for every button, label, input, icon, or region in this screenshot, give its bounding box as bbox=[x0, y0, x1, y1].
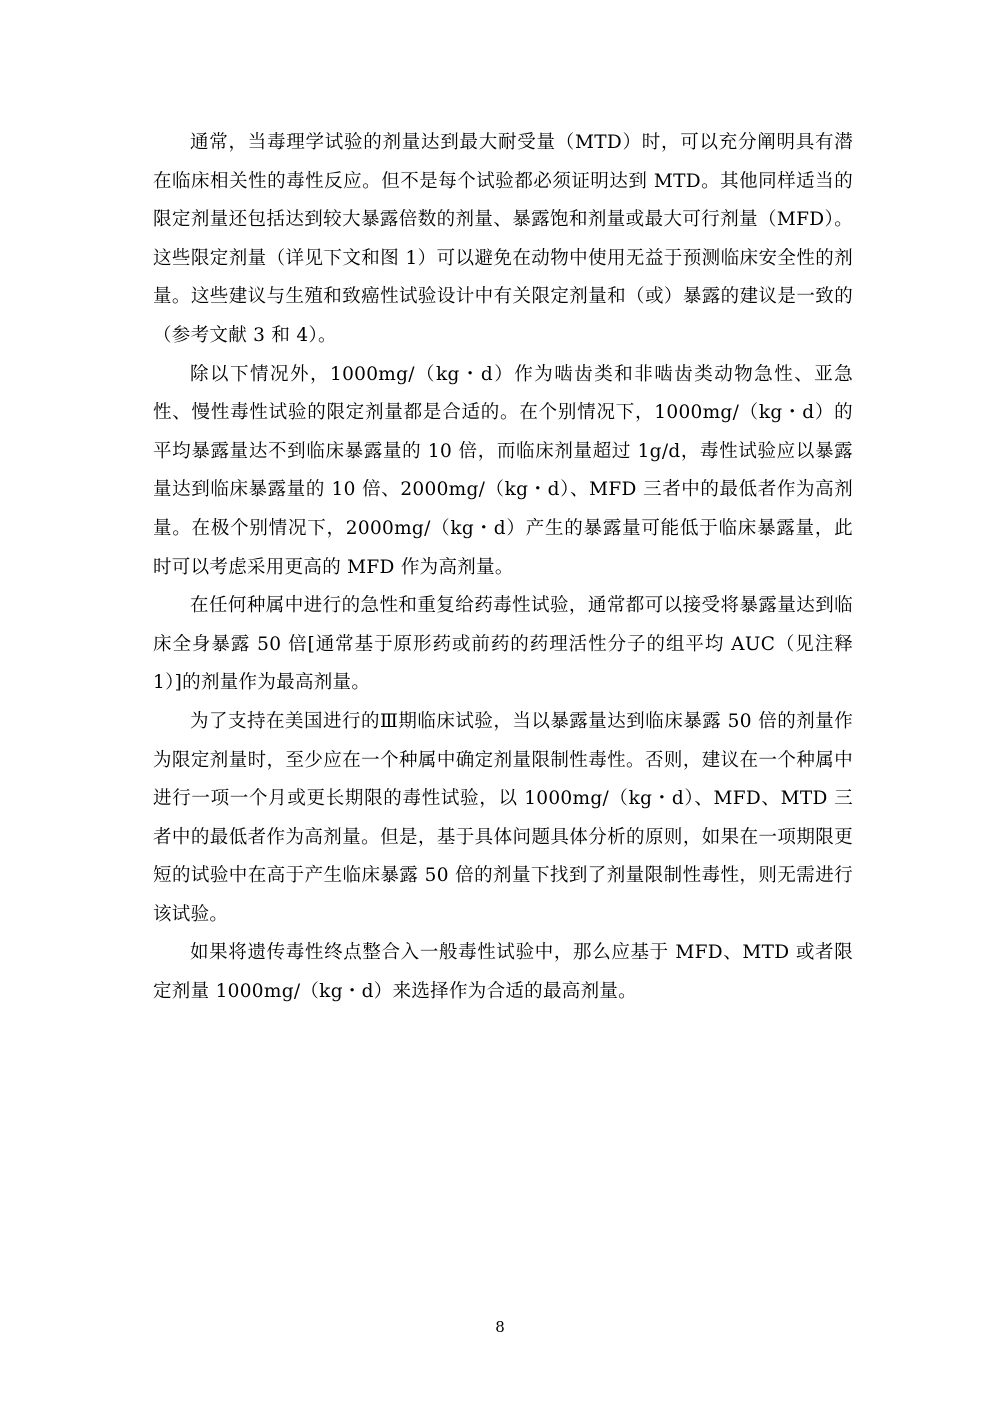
page-number: 8 bbox=[495, 1318, 505, 1336]
body-text bbox=[153, 124, 853, 1012]
paragraph-limit-dose: 除以下情况外，1000mg/（kg・d）作为啮齿类和非啮齿类动物急性、亚急性、慢性毒性试验的限定剂量都是合适的。在个别情况下，1000mg/（kg・d）的平均暴露量达不到临床暴露量的 10 倍，而临床剂量超过 1g/d，毒性试验应以暴露量达到临床暴露量的 10 倍、2000mg/（kg・d）、MFD 三者中的最低者作为高剂量。在极个别情况下，2000mg/（kg・d）产生的暴露量可能低于临床暴露量，此时可以考虑采用更高的 MFD 作为高剂量。 bbox=[153, 363, 853, 578]
paragraph-phase-3: 为了支持在美国进行的Ⅲ期临床试验，当以暴露量达到临床暴露 50 倍的剂量作为限定剂量时，至少应在一个种属中确定剂量限制性毒性。否则，建议在一个种属中进行一项一个月或更长期限的毒性试验，以 1000mg/（kg・d）、MFD、MTD 三者中的最低者作为高剂量。但是，基于具体问题具体分析的原则，如果在一项期限更短的试验中在高于产生临床暴露 50 倍的剂量下找到了剂量限制性毒性，则无需进行该试验。 bbox=[153, 710, 853, 925]
paragraph-mtd: 通常，当毒理学试验的剂量达到最大耐受量（MTD）时，可以充分阐明具有潜在临床相关性的毒性反应。但不是每个试验都必须证明达到 MTD。其他同样适当的限定剂量还包括达到较大暴露倍数的剂量、暴露饱和剂量或最大可行剂量（MFD）。这些限定剂量（详见下文和图 1）可以避免在动物中使用无益于预测临床安全性的剂量。这些建议与生殖和致癌性试验设计中有关限定剂量和（或）暴露的建议是一致的（参考文献 3 和 4）。 bbox=[153, 132, 853, 346]
paragraph-50x-exposure: 在任何种属中进行的急性和重复给药毒性试验，通常都可以接受将暴露量达到临床全身暴露 50 倍[通常基于原形药或前药的药理活性分子的组平均 AUC（见注释 1）]的剂量作为最高剂量。 bbox=[153, 595, 853, 694]
paragraph-genotoxicity: 如果将遗传毒性终点整合入一般毒性试验中，那么应基于 MFD、MTD 或者限定剂量 1000mg/（kg・d）来选择作为合适的最高剂量。 bbox=[153, 942, 853, 1003]
